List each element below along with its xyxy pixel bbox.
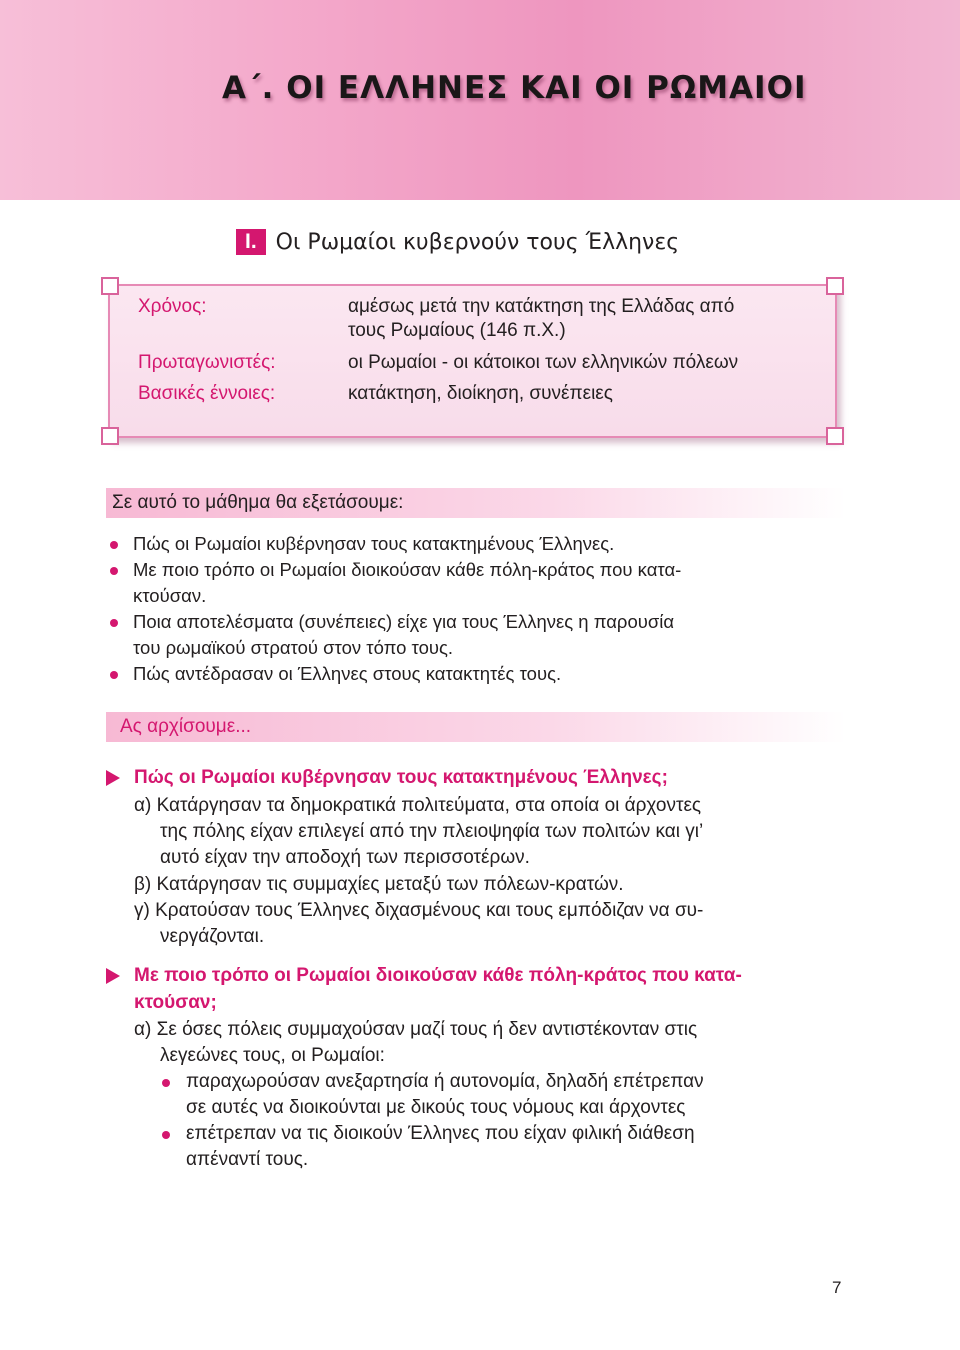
answer-line: της πόλης είχαν επιλεγεί από την πλειοψηφία των πολιτών και γι’ (160, 821, 704, 842)
concepts-value: κατάκτηση, διοίκηση, συνέπειες (348, 383, 613, 404)
chapter-banner (0, 0, 960, 200)
question-1: Πώς οι Ρωμαίοι κυβέρνησαν τους κατακτημένους Έλληνες; (134, 767, 668, 788)
answer-line: νεργάζονται. (160, 926, 265, 947)
bullet-icon (162, 1079, 170, 1087)
answer-line: β) Κατάργησαν τις συμμαχίες μεταξύ των πόλεων-κρατών. (134, 874, 624, 895)
lesson-item: Πώς οι Ρωμαίοι κυβέρνησαν τους κατακτημένους Έλληνες. (133, 533, 615, 554)
actors-label: Πρωταγωνιστές: (138, 352, 276, 373)
start-heading: Ας αρχίσουμε... (120, 716, 252, 737)
play-arrow-icon (106, 770, 120, 786)
section-title: Οι Ρωμαίοι κυβερνούν τους Έλληνες (275, 229, 680, 255)
time-value-cont: τους Ρωμαίους (146 π.Χ.) (348, 320, 566, 341)
answer-line: γ) Κρατούσαν τους Έλληνες διχασμένους και τους εμπόδιζαν να συ- (134, 900, 704, 921)
corner-ornament-icon (826, 277, 844, 295)
bullet-icon (110, 619, 118, 627)
question-2-cont: κτούσαν; (134, 992, 217, 1013)
bullet-icon (110, 541, 118, 549)
corner-ornament-icon (826, 427, 844, 445)
section-number: Ι. (236, 229, 266, 255)
play-arrow-icon (106, 968, 120, 984)
answer-subitem: παραχωρούσαν ανεξαρτησία ή αυτονομία, δηλαδή επέτρεπαν (186, 1071, 704, 1092)
concepts-label: Βασικές έννοιες: (138, 383, 276, 404)
lesson-item: Πώς αντέδρασαν οι Έλληνες στους κατακτητές τους. (133, 663, 562, 684)
answer-line: α) Κατάργησαν τα δημοκρατικά πολιτεύματα, στα οποία οι άρχοντες (134, 795, 702, 816)
answer-line: αυτό είχαν την αποδοχή των περισσοτέρων. (160, 847, 530, 868)
bullet-icon (162, 1131, 170, 1139)
chapter-title: Α΄. ΟΙ ΕΛΛΗΝΕΣ ΚΑΙ ΟΙ ΡΩΜΑΙΟΙ (222, 70, 807, 106)
answer-line: α) Σε όσες πόλεις συμμαχούσαν μαζί τους ή δεν αντιστέκονταν στις (134, 1019, 698, 1040)
lesson-item-cont: του ρωμαϊκού στρατού στον τόπο τους. (133, 637, 454, 658)
answer-subitem-cont: απέναντί τους. (186, 1149, 309, 1170)
corner-ornament-icon (101, 427, 119, 445)
info-box (108, 284, 837, 438)
answer-line: λεγεώνες τους, οι Ρωμαίοι: (160, 1045, 385, 1066)
section-heading (236, 224, 679, 260)
lesson-heading: Σε αυτό το μάθημα θα εξετάσουμε: (112, 492, 404, 513)
bullet-icon (110, 671, 118, 679)
question-2: Με ποιο τρόπο οι Ρωμαίοι διοικούσαν κάθε πόλη-κράτος που κατα- (134, 965, 742, 986)
time-label: Χρόνος: (138, 296, 207, 317)
lesson-item-cont: κτούσαν. (133, 585, 207, 606)
answer-subitem: επέτρεπαν να τις διοικούν Έλληνες που είχαν φιλική διάθεση (186, 1123, 695, 1144)
answer-subitem-cont: σε αυτές να διοικούνται με δικούς τους νόμους και άρχοντες (186, 1097, 686, 1118)
actors-value: οι Ρωμαίοι - οι κάτοικοι των ελληνικών πόλεων (348, 352, 739, 373)
time-value: αμέσως μετά την κατάκτηση της Ελλάδας από (348, 296, 735, 317)
bullet-icon (110, 567, 118, 575)
page-number: 7 (832, 1278, 842, 1297)
lesson-item: Με ποιο τρόπο οι Ρωμαίοι διοικούσαν κάθε πόλη-κράτος που κατα- (133, 559, 682, 580)
lesson-item: Ποια αποτελέσματα (συνέπειες) είχε για τους Έλληνες η παρουσία (133, 611, 675, 632)
corner-ornament-icon (101, 277, 119, 295)
